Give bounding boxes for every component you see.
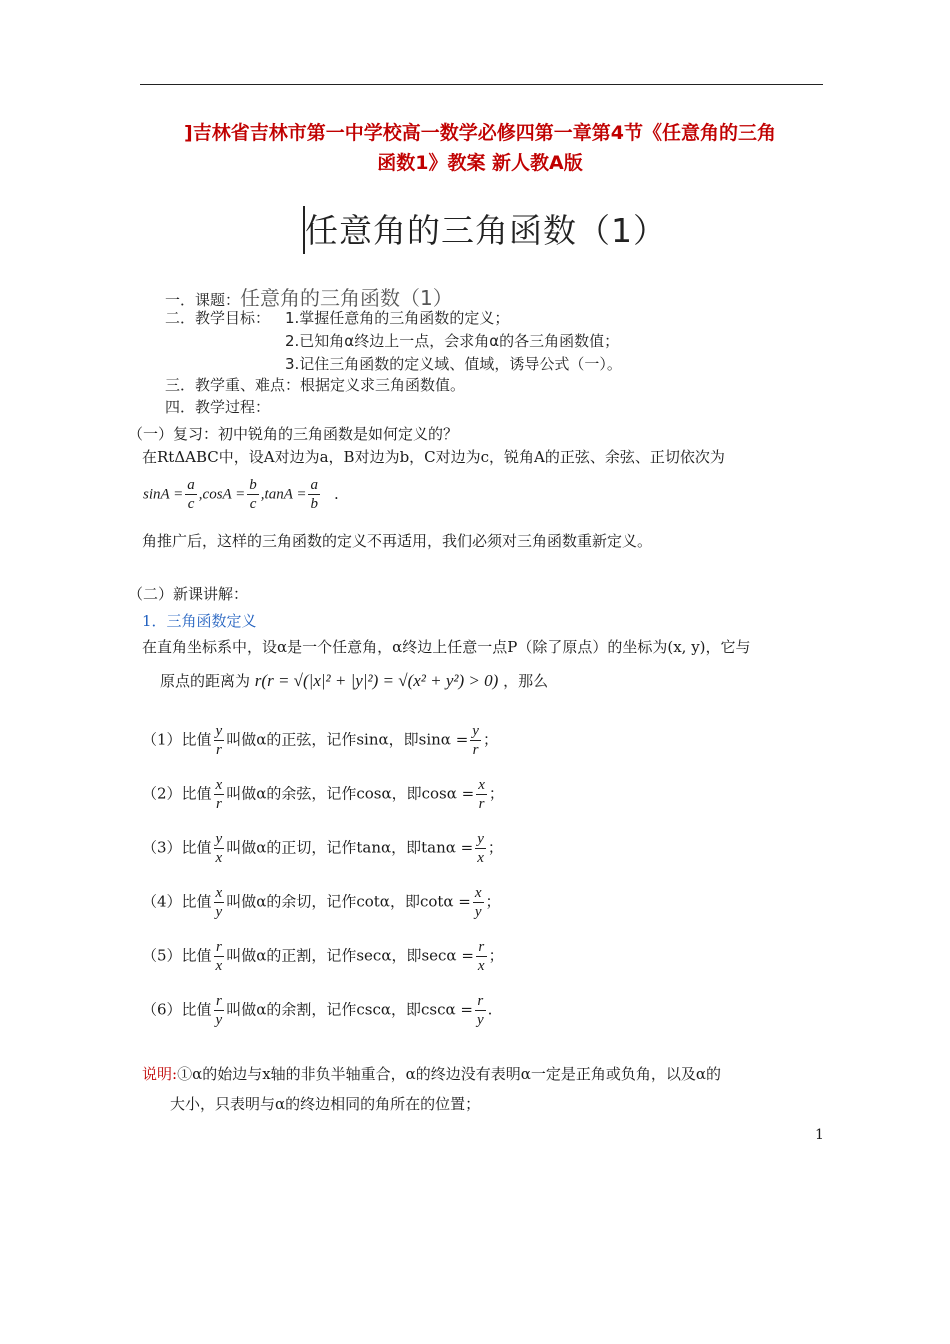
definition-2-fraction: $\frac{x}{r}$ [215, 777, 223, 812]
fraction-sin: $\frac{a}{c}$ [187, 477, 195, 512]
definition-4-value: $\frac{x}{y}$ [474, 885, 482, 920]
review-line-1: 在RtΔABC中，设A对边为a，B对边为b，C对边为c，锐角A的正弦、余弦、正切依次为 [142, 448, 725, 466]
formula-end: . [333, 484, 339, 503]
outline-item-4: 四．教学过程： [165, 398, 271, 416]
review-heading: （一）复习：初中锐角的三角函数是如何定义的？ [128, 425, 459, 443]
newlesson-line-1: 在直角坐标系中，设α是一个任意角，α终边上任意一点P（除了原点）的坐标为(x, y)，它与 [142, 638, 751, 656]
fraction-cos: $\frac{b}{c}$ [249, 477, 257, 512]
definition-1-fraction: $\frac{y}{r}$ [215, 723, 223, 758]
note-line-2: 大小，只表明与α的终边相同的角所在的位置； [170, 1095, 481, 1113]
definition-3-fraction: $\frac{y}{x}$ [215, 831, 223, 866]
definition-4-fraction: $\frac{x}{y}$ [215, 885, 223, 920]
document-title-line1: ]吉林省吉林市第一中学校高一数学必修四第一章第4节《任意角的三角 [184, 122, 776, 144]
definition-5: （5）比值 $\frac{r}{x}$ 叫做α的正割，记作secα，即secα = $\frac{r}{x}$ ； [142, 939, 504, 974]
distance-prefix: 原点的距离为 [160, 672, 251, 690]
sin-label: sinA = [143, 486, 184, 503]
fraction-tan: $\frac{a}{b}$ [310, 477, 318, 512]
definition-3-value: $\frac{y}{x}$ [477, 831, 484, 866]
note-line-1 [142, 1063, 721, 1084]
goal-2: 2.已知角α终边上一点，会求角α的各三角函数值； [285, 332, 620, 350]
definition-3: （3）比值 $\frac{y}{x}$ 叫做α的正切，记作tanα，即tanα = $\frac{y}{x}$ ； [142, 831, 503, 866]
goal-3: 3.记住三角函数的定义域、值域，诱导公式（一）。 [285, 355, 622, 373]
definition-6: （6）比值 $\frac{r}{y}$ 叫做α的余割，记作cscα，即cscα = $\frac{r}{y}$ . [142, 993, 493, 1028]
page-number: 1 [815, 1127, 824, 1143]
newlesson-line-2 [160, 670, 548, 691]
note-text-1: ①α的始边与x轴的非负半轴重合，α的终边没有表明α一定是正角或负角，以及α的 [177, 1065, 722, 1083]
review-formula [143, 476, 339, 513]
definition-6-value: $\frac{r}{y}$ [476, 993, 484, 1028]
header-rule [140, 84, 823, 85]
outline-item-2: 二．教学目标： [165, 309, 271, 327]
definition-1: （1）比值 $\frac{y}{r}$ 叫做α的正弦，记作sinα，即sinα = $\frac{y}{r}$ ； [142, 723, 498, 758]
definition-1-value: $\frac{y}{r}$ [472, 723, 479, 758]
outline-item-1-value: 任意角的三角函数（1） [240, 286, 453, 310]
definition-5-fraction: $\frac{r}{x}$ [215, 939, 223, 974]
definition-5-value: $\frac{r}{x}$ [477, 939, 485, 974]
definition-2-value: $\frac{x}{r}$ [478, 777, 485, 812]
lesson-heading: 任意角的三角函数（1） [305, 211, 667, 250]
definition-2: （2）比值 $\frac{x}{r}$ 叫做α的余弦，记作cosα，即cosα = $\frac{x}{r}$ ； [142, 777, 504, 812]
outline-item-1-label: 一．课题： [165, 291, 241, 309]
review-line-3: 角推广后，这样的三角函数的定义不再适用，我们必须对三角函数重新定义。 [142, 532, 653, 550]
definition-4: （4）比值 $\frac{x}{y}$ 叫做α的余切，记作cotα，即cotα = $\frac{x}{y}$ ； [142, 885, 501, 920]
newlesson-heading: （二）新课讲解： [128, 585, 249, 603]
note-label: 说明: [142, 1065, 178, 1083]
document-title-line2: 函数1》教案 新人教A版 [377, 152, 583, 174]
outline-item-3: 三．教学重、难点：根据定义求三角函数值。 [165, 376, 466, 394]
definition-6-fraction: $\frac{r}{y}$ [215, 993, 223, 1028]
goal-1: 1.掌握任意角的三角函数的定义； [285, 309, 510, 327]
distance-formula: r(r = √(|x|² + |y|²) = √(x² + y²) > 0) [254, 671, 499, 690]
section-1-heading: 1．三角函数定义 [142, 612, 257, 630]
cos-label: ,cosA = [198, 486, 246, 503]
distance-suffix: ，那么 [503, 672, 549, 690]
tan-label: ,tanA = [260, 486, 307, 503]
